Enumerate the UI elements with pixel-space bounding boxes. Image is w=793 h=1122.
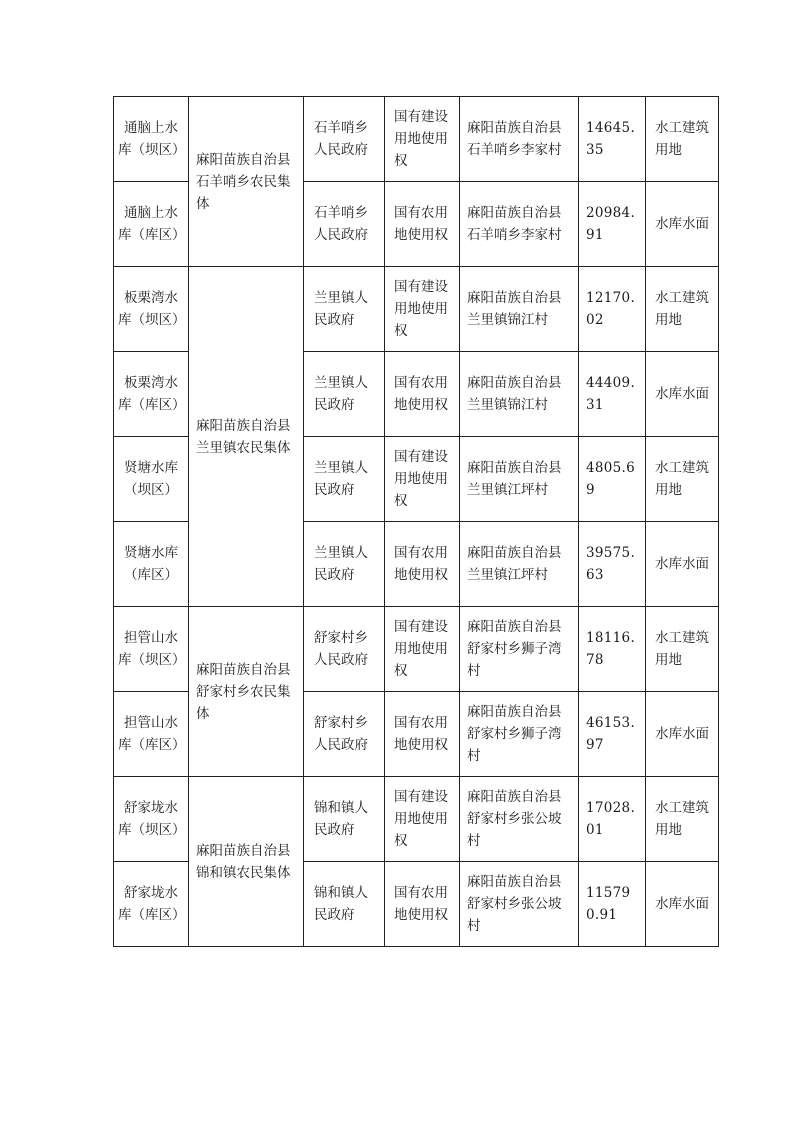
location-cell: 麻阳苗族自治县舒家村乡张公坡村 — [460, 862, 579, 947]
land-user-cell: 石羊哨乡人民政府 — [304, 97, 385, 182]
reservoir-name-cell: 担管山水库（库区） — [114, 692, 189, 777]
land-ownership-table — [113, 96, 719, 947]
land-use-cell: 水库水面 — [646, 522, 719, 607]
right-type-cell: 国有建设用地使用权 — [385, 97, 460, 182]
location-cell: 麻阳苗族自治县兰里镇锦江村 — [460, 267, 579, 352]
right-type-cell: 国有农用地使用权 — [385, 522, 460, 607]
location-cell: 麻阳苗族自治县舒家村乡狮子湾村 — [460, 692, 579, 777]
right-type-cell: 国有建设用地使用权 — [385, 777, 460, 862]
land-use-cell: 水工建筑用地 — [646, 437, 719, 522]
location-cell: 麻阳苗族自治县兰里镇江坪村 — [460, 437, 579, 522]
reservoir-name-cell: 通脑上水库（库区） — [114, 182, 189, 267]
land-use-cell: 水库水面 — [646, 692, 719, 777]
reservoir-name-cell: 贤塘水库（坝区） — [114, 437, 189, 522]
land-user-cell: 兰里镇人民政府 — [304, 437, 385, 522]
area-cell: 46153.97 — [579, 692, 646, 777]
right-type-cell: 国有农用地使用权 — [385, 692, 460, 777]
owner-cell: 麻阳苗族自治县石羊哨乡农民集体 — [189, 97, 304, 267]
area-cell: 14645.35 — [579, 97, 646, 182]
right-type-cell: 国有农用地使用权 — [385, 182, 460, 267]
owner-cell: 麻阳苗族自治县兰里镇农民集体 — [189, 267, 304, 607]
table-row — [114, 777, 719, 862]
reservoir-name-cell: 舒家垅水库（库区） — [114, 862, 189, 947]
land-user-cell: 石羊哨乡人民政府 — [304, 182, 385, 267]
location-cell: 麻阳苗族自治县舒家村乡狮子湾村 — [460, 607, 579, 692]
table-row — [114, 97, 719, 182]
reservoir-name-cell: 板栗湾水库（坝区） — [114, 267, 189, 352]
land-user-cell: 锦和镇人民政府 — [304, 862, 385, 947]
area-cell: 18116.78 — [579, 607, 646, 692]
location-cell: 麻阳苗族自治县兰里镇江坪村 — [460, 522, 579, 607]
table-row — [114, 607, 719, 692]
right-type-cell: 国有农用地使用权 — [385, 862, 460, 947]
area-cell: 44409.31 — [579, 352, 646, 437]
land-user-cell: 舒家村乡人民政府 — [304, 692, 385, 777]
land-use-cell: 水工建筑用地 — [646, 267, 719, 352]
location-cell: 麻阳苗族自治县兰里镇锦江村 — [460, 352, 579, 437]
land-user-cell: 舒家村乡人民政府 — [304, 607, 385, 692]
reservoir-name-cell: 舒家垅水库（坝区） — [114, 777, 189, 862]
reservoir-name-cell: 担管山水库（坝区） — [114, 607, 189, 692]
location-cell: 麻阳苗族自治县石羊哨乡李家村 — [460, 97, 579, 182]
land-user-cell: 兰里镇人民政府 — [304, 267, 385, 352]
area-cell: 17028.01 — [579, 777, 646, 862]
right-type-cell: 国有建设用地使用权 — [385, 607, 460, 692]
land-use-cell: 水工建筑用地 — [646, 607, 719, 692]
area-cell: 39575.63 — [579, 522, 646, 607]
right-type-cell: 国有建设用地使用权 — [385, 267, 460, 352]
land-use-cell: 水工建筑用地 — [646, 777, 719, 862]
land-use-cell: 水库水面 — [646, 182, 719, 267]
land-use-cell: 水工建筑用地 — [646, 97, 719, 182]
owner-cell: 麻阳苗族自治县舒家村乡农民集体 — [189, 607, 304, 777]
reservoir-name-cell: 贤塘水库（库区） — [114, 522, 189, 607]
table-row — [114, 267, 719, 352]
location-cell: 麻阳苗族自治县舒家村乡张公坡村 — [460, 777, 579, 862]
land-user-cell: 兰里镇人民政府 — [304, 352, 385, 437]
land-use-cell: 水库水面 — [646, 862, 719, 947]
land-use-cell: 水库水面 — [646, 352, 719, 437]
owner-cell: 麻阳苗族自治县锦和镇农民集体 — [189, 777, 304, 947]
reservoir-name-cell: 板栗湾水库（库区） — [114, 352, 189, 437]
right-type-cell: 国有农用地使用权 — [385, 352, 460, 437]
area-cell: 115790.91 — [579, 862, 646, 947]
right-type-cell: 国有建设用地使用权 — [385, 437, 460, 522]
location-cell: 麻阳苗族自治县石羊哨乡李家村 — [460, 182, 579, 267]
reservoir-name-cell: 通脑上水库（坝区） — [114, 97, 189, 182]
area-cell: 4805.69 — [579, 437, 646, 522]
land-user-cell: 锦和镇人民政府 — [304, 777, 385, 862]
area-cell: 20984.91 — [579, 182, 646, 267]
land-user-cell: 兰里镇人民政府 — [304, 522, 385, 607]
area-cell: 12170.02 — [579, 267, 646, 352]
